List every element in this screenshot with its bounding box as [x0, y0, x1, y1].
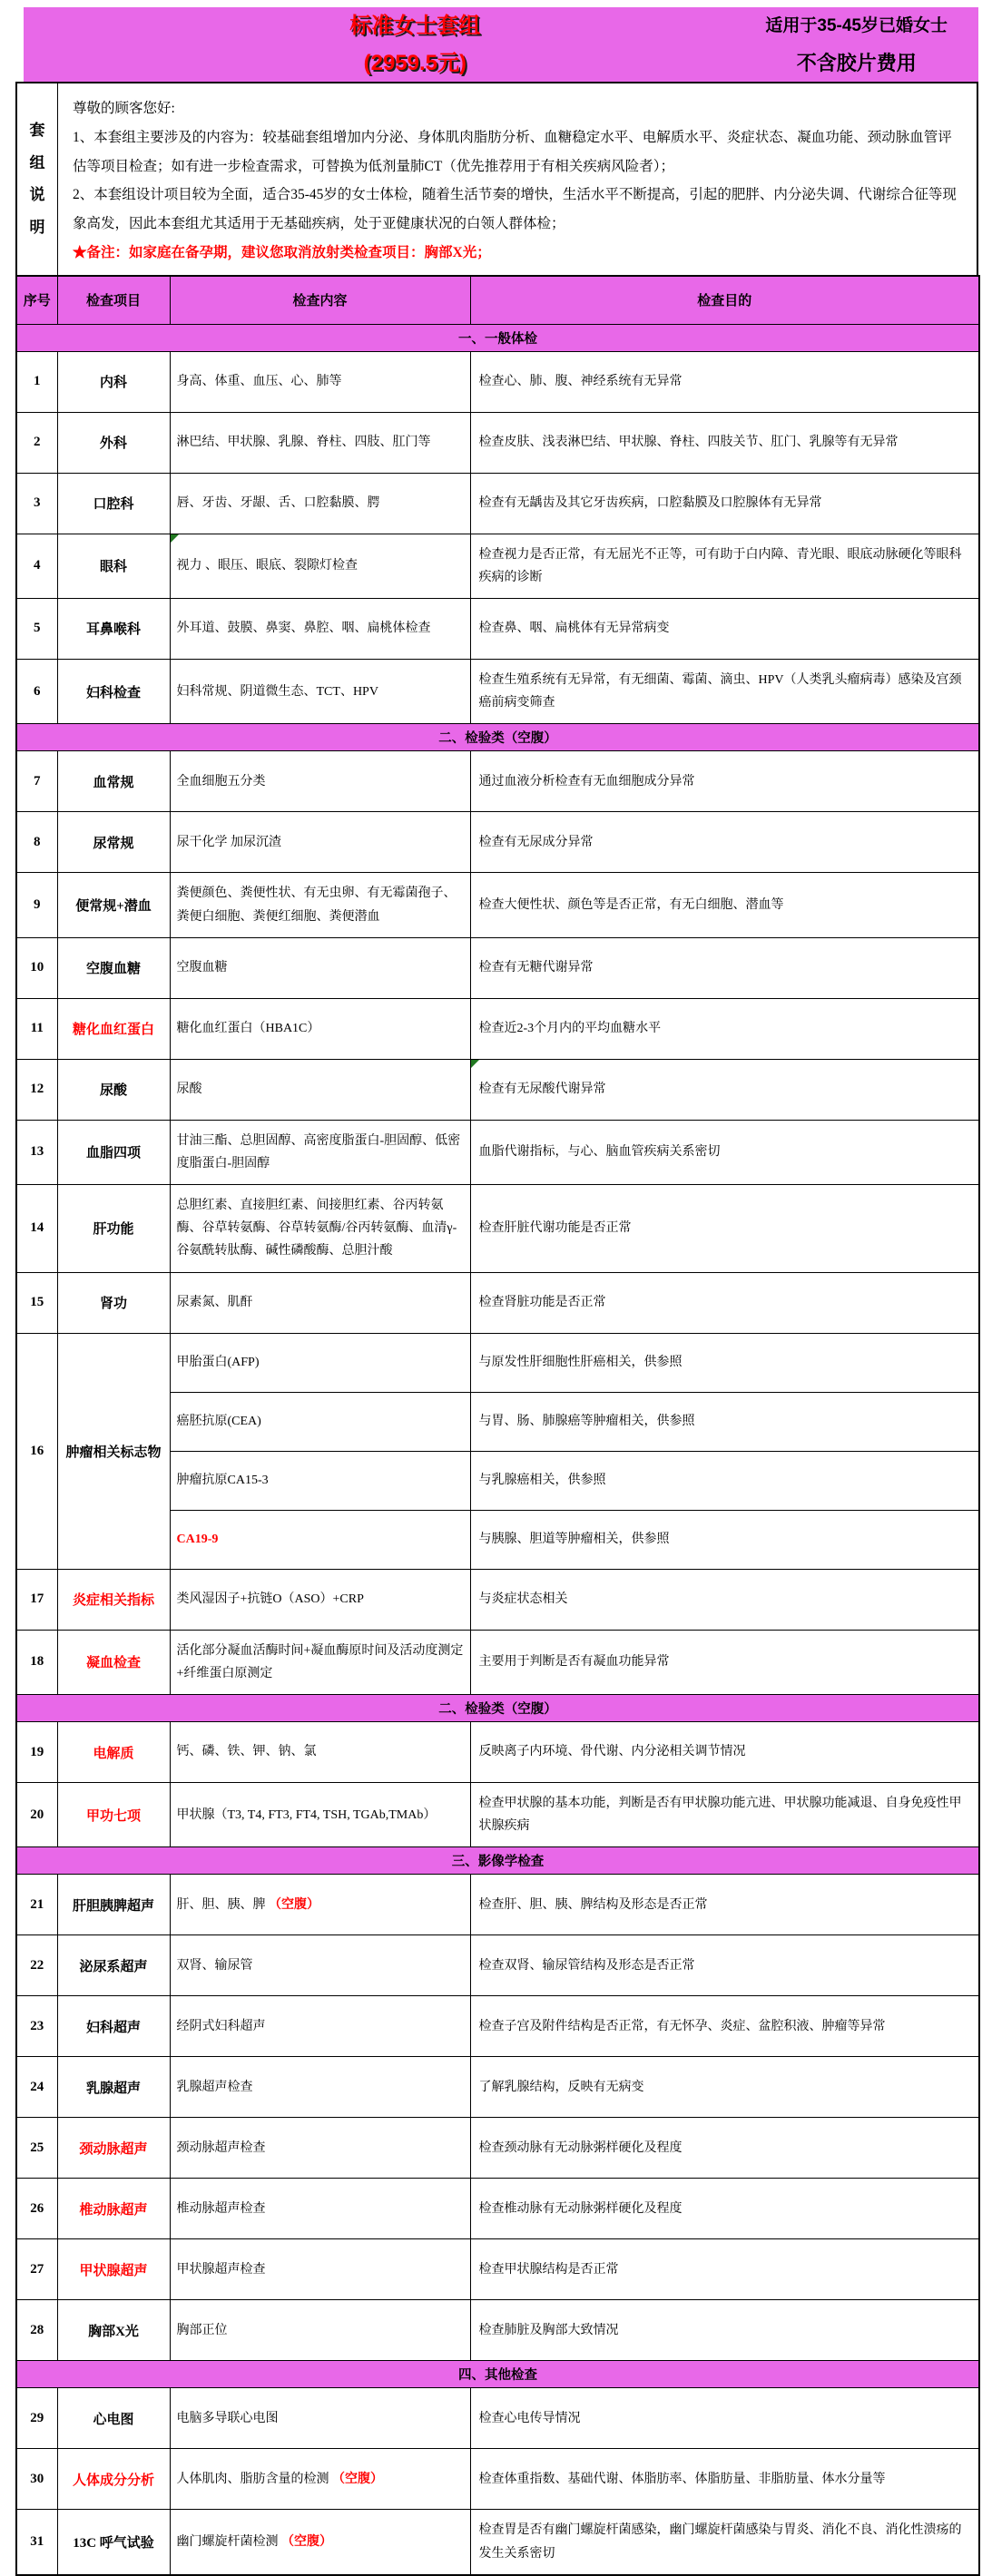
exam-content-text: 幽门螺旋杆菌检测 [176, 2535, 281, 2549]
description-note: ★备注：如家庭在备孕期，建议您取消放射类检查项目：胸部X光； [73, 244, 491, 260]
table-row [16, 2449, 979, 2510]
exam-content-text: 淋巴结、甲状腺、乳腺、脊柱、四肢、肛门等 [176, 436, 431, 449]
exam-item-cell: 妇科检查 [57, 659, 170, 723]
exam-content-text: 乳腺超声检查 [176, 2080, 253, 2094]
exam-content-text: 身高、体重、血压、心、肺等 [176, 375, 342, 388]
package-audience [765, 7, 948, 82]
row-number-cell: 7 [16, 751, 57, 812]
exam-content-text: 胸部正位 [176, 2323, 228, 2337]
table-row [16, 351, 979, 412]
table-row [16, 1120, 979, 1184]
exam-item-cell: 空腹血糖 [57, 937, 170, 998]
section-title-cell: 二、检验类（空腹） [16, 724, 979, 751]
exam-content-text: 唇、牙齿、牙龈、舌、口腔黏膜、腭 [176, 496, 380, 510]
exam-content-cell [170, 534, 470, 598]
table-row [16, 2179, 979, 2239]
exam-content-text: 活化部分凝血活酶时间+凝血酶原时间及活动度测定+纤维蛋白原测定 [176, 1643, 464, 1680]
exam-content-text: 类风湿因子+抗链O（ASO）+CRP [176, 1592, 364, 1607]
exam-content-cell [170, 412, 470, 473]
exam-item-cell: 胸部X光 [57, 2300, 170, 2361]
exam-item-cell: 口腔科 [57, 473, 170, 534]
exam-purpose-cell: 通过血液分析检查有无血细胞成分异常 [470, 751, 979, 812]
exam-content-text: 颈动脉超声检查 [176, 2140, 266, 2155]
exam-content-cell [170, 873, 470, 937]
exam-purpose-cell: 检查心、肺、腹、神经系统有无异常 [470, 351, 979, 412]
exam-content-cell [170, 1510, 470, 1569]
package-description-label: 套组说明 [29, 121, 45, 236]
exam-purpose-cell: 与胰腺、胆道等肿瘤相关，供参照 [470, 1510, 979, 1569]
exam-purpose-cell: 检查颈动脉有无动脉粥样硬化及程度 [470, 2118, 979, 2179]
table-row [16, 1569, 979, 1630]
exam-content-text: 空腹血糖 [176, 961, 228, 975]
exam-content-cell [170, 1272, 470, 1333]
exam-item-cell: 心电图 [57, 2388, 170, 2449]
table-row [16, 2388, 979, 2449]
exam-content-cell [170, 2449, 470, 2510]
row-number-cell: 16 [16, 1333, 57, 1569]
exam-content-cell [170, 2057, 470, 2118]
exam-item-cell: 甲功七项 [57, 1783, 170, 1847]
exam-content-text: 尿干化学 加尿沉渣 [176, 835, 281, 849]
exam-purpose-cell: 血脂代谢指标，与心、脑血管疾病关系密切 [470, 1120, 979, 1184]
exam-content-text: 外耳道、鼓膜、鼻窦、鼻腔、咽、扁桃体检查 [176, 622, 431, 636]
exam-item-cell: 肝胆胰脾超声 [57, 1875, 170, 1935]
row-number-cell: 3 [16, 473, 57, 534]
exam-purpose-cell: 与乳腺癌相关，供参照 [470, 1451, 979, 1510]
table-row [16, 812, 979, 873]
package-description-body [58, 83, 977, 275]
exam-content-cell [170, 1722, 470, 1783]
row-number-cell: 8 [16, 812, 57, 873]
table-row [16, 1630, 979, 1694]
row-number-cell: 15 [16, 1272, 57, 1333]
exam-item-cell: 炎症相关指标 [57, 1569, 170, 1630]
row-number-cell: 19 [16, 1722, 57, 1783]
description-greeting: 尊敬的顾客您好: [73, 101, 175, 116]
table-row [16, 1722, 979, 1783]
exam-purpose-cell: 检查有无尿成分异常 [470, 812, 979, 873]
table-row [16, 1185, 979, 1273]
table-row [16, 412, 979, 473]
exam-purpose-cell: 与原发性肝细胞性肝癌相关，供参照 [470, 1333, 979, 1392]
exam-purpose-cell: 检查皮肤、浅表淋巴结、甲状腺、脊柱、四肢关节、肛门、乳腺等有无异常 [470, 412, 979, 473]
exam-purpose-cell: 检查有无尿酸代谢异常 [470, 1059, 979, 1120]
exam-content-text: 人体肌肉、脂肪含量的检测 [176, 2472, 332, 2486]
exam-purpose-cell: 反映离子内环境、骨代谢、内分泌相关调节情况 [470, 1722, 979, 1783]
row-number-cell: 2 [16, 412, 57, 473]
section-row [16, 1695, 979, 1722]
exam-item-cell: 糖化血红蛋白 [57, 998, 170, 1059]
exam-content-cell [170, 2118, 470, 2179]
row-number-cell: 20 [16, 1783, 57, 1847]
section-title-cell: 一、一般体检 [16, 324, 979, 351]
description-paragraph-1: 1、本套组主要涉及的内容为：较基础套组增加内分泌、身体肌肉脂肪分析、血糖稳定水平、电解质水平、炎症状态、凝血功能、颈动脉血管评估等项目检查；如有进一步检查需求，可替换为低剂量肺CT（优先推荐用于有相关疾病风险者）； [73, 129, 952, 174]
exam-content-text: 钙、磷、铁、钾、钠、氯 [176, 1745, 317, 1759]
exam-content-cell [170, 598, 470, 659]
exam-purpose-cell: 与胃、肠、肺腺癌等肿瘤相关，供参照 [470, 1392, 979, 1451]
exam-purpose-cell: 检查大便性状、颜色等是否正常，有无白细胞、潜血等 [470, 873, 979, 937]
exam-content-text: 肝、胆、胰、脾 [176, 1897, 269, 1912]
exam-content-cell [170, 2388, 470, 2449]
exam-content-cell [170, 1875, 470, 1935]
exam-content-cell [170, 1120, 470, 1184]
exam-content-cell [170, 1630, 470, 1694]
section-row [16, 1847, 979, 1875]
table-row [16, 2118, 979, 2179]
exam-purpose-cell: 检查有无糖代谢异常 [470, 937, 979, 998]
exam-content-cell [170, 1333, 470, 1392]
exam-item-cell: 13C 呼气试验 [57, 2510, 170, 2575]
exam-item-cell: 外科 [57, 412, 170, 473]
exam-item-cell: 肿瘤相关标志物 [57, 1333, 170, 1569]
table-row [16, 998, 979, 1059]
row-number-cell: 22 [16, 1935, 57, 1996]
exam-purpose-cell: 检查椎动脉有无动脉粥样硬化及程度 [470, 2179, 979, 2239]
exam-content-cell [170, 1185, 470, 1273]
exam-content-cell [170, 998, 470, 1059]
exam-content-text: 电脑多导联心电图 [176, 2411, 279, 2425]
exam-purpose-cell: 检查肾脏功能是否正常 [470, 1272, 979, 1333]
table-row [16, 2239, 979, 2300]
exam-content-text: 甲状腺（T3, T4, FT3, FT4, TSH, TGAb,TMAb） [176, 1807, 437, 1822]
exam-item-cell: 耳鼻喉科 [57, 598, 170, 659]
table-row [16, 1783, 979, 1847]
package-description-label-cell [17, 83, 58, 275]
exam-content-cell [170, 1996, 470, 2057]
row-number-cell: 29 [16, 2388, 57, 2449]
exam-content-cell [170, 1935, 470, 1996]
section-title-cell: 三、影像学检查 [16, 1847, 979, 1875]
header-exam-item: 检查项目 [57, 276, 170, 325]
table-row [16, 2510, 979, 2575]
exam-content-cell [170, 473, 470, 534]
exam-content-text: 粪便颜色、粪便性状、有无虫卵、有无霉菌孢子、粪便白细胞、粪便红细胞、粪便潜血 [176, 886, 457, 924]
exam-purpose-cell: 检查甲状腺的基本功能，判断是否有甲状腺功能亢进、甲状腺功能减退、自身免疫性甲状腺疾病 [470, 1783, 979, 1847]
exam-item-cell: 内科 [57, 351, 170, 412]
row-number-cell: 17 [16, 1569, 57, 1630]
exam-content-cell [170, 1059, 470, 1120]
exam-content-text: 糖化血红蛋白（HBA1C） [176, 1022, 320, 1036]
exam-content-text: 癌胚抗原(CEA) [176, 1415, 261, 1429]
exam-purpose-cell: 检查有无龋齿及其它牙齿疾病，口腔黏膜及口腔腺体有无异常 [470, 473, 979, 534]
table-row [16, 1935, 979, 1996]
exam-purpose-cell: 检查肝脏代谢功能是否正常 [470, 1185, 979, 1273]
table-row [16, 659, 979, 723]
row-number-cell: 23 [16, 1996, 57, 2057]
section-title-cell: 二、检验类（空腹） [16, 1695, 979, 1722]
exam-purpose-cell: 与炎症状态相关 [470, 1569, 979, 1630]
table-header-row [16, 276, 979, 325]
exam-content-text: 甲状腺超声检查 [176, 2262, 266, 2277]
table-row [16, 1875, 979, 1935]
exam-purpose-cell: 主要用于判断是否有凝血功能异常 [470, 1630, 979, 1694]
exam-item-cell: 椎动脉超声 [57, 2179, 170, 2239]
table-row [16, 598, 979, 659]
exam-content-red-text: （空腹） [332, 2472, 383, 2486]
header-exam-content: 检查内容 [170, 276, 470, 325]
table-row [16, 1059, 979, 1120]
section-title-cell: 四、其他检查 [16, 2361, 979, 2388]
exam-content-text: 尿素氮、肌酐 [176, 1296, 253, 1310]
exam-item-cell: 肾功 [57, 1272, 170, 1333]
row-number-cell: 31 [16, 2510, 57, 2575]
exam-content-red-text: （空腹） [281, 2535, 332, 2549]
row-number-cell: 28 [16, 2300, 57, 2361]
exam-table [15, 275, 980, 2576]
row-number-cell: 30 [16, 2449, 57, 2510]
exam-content-text: 总胆红素、直接胆红素、间接胆红素、谷丙转氨酶、谷草转氨酶、谷草转氨酶/谷丙转氨酶、血清γ-谷氨酰转肽酶、碱性磷酸酶、总胆汁酸 [176, 1199, 457, 1259]
exam-item-cell: 妇科超声 [57, 1996, 170, 2057]
table-row [16, 751, 979, 812]
exam-content-cell [170, 1451, 470, 1510]
exam-content-cell [170, 351, 470, 412]
package-title-name: 标准女士套组 [349, 14, 481, 38]
exam-item-cell: 人体成分分析 [57, 2449, 170, 2510]
exam-purpose-cell: 了解乳腺结构，反映有无病变 [470, 2057, 979, 2118]
exam-content-text: 经阴式妇科超声 [176, 2019, 266, 2033]
row-number-cell: 4 [16, 534, 57, 598]
row-number-cell: 5 [16, 598, 57, 659]
row-number-cell: 21 [16, 1875, 57, 1935]
exam-item-cell: 血脂四项 [57, 1120, 170, 1184]
exam-purpose-cell: 检查肝、胆、胰、脾结构及形态是否正常 [470, 1875, 979, 1935]
package-banner [24, 7, 978, 82]
row-number-cell: 14 [16, 1185, 57, 1273]
section-row [16, 724, 979, 751]
exam-content-cell [170, 2239, 470, 2300]
exam-item-cell: 尿酸 [57, 1059, 170, 1120]
exam-item-cell: 肝功能 [57, 1185, 170, 1273]
description-paragraph-2: 2、本套组设计项目较为全面，适合35-45岁的女士体检，随着生活节奏的增快，生活水平不断提高，引起的肥胖、内分泌失调、代谢综合征等现象高发，因此本套组尤其适用于无基础疾病，处于亚健康状况的白领人群体检； [73, 187, 957, 232]
exam-content-cell [170, 1783, 470, 1847]
row-number-cell: 9 [16, 873, 57, 937]
exam-item-cell: 便常规+潜血 [57, 873, 170, 937]
exam-purpose-cell: 检查鼻、咽、扁桃体有无异常病变 [470, 598, 979, 659]
exam-content-cell [170, 751, 470, 812]
exam-content-text: 肿瘤抗原CA15-3 [176, 1474, 269, 1488]
exam-purpose-cell: 检查肺脏及胸部大致情况 [470, 2300, 979, 2361]
table-row [16, 1996, 979, 2057]
exam-content-text: 妇科常规、阴道微生态、TCT、HPV [176, 684, 378, 699]
row-number-cell: 26 [16, 2179, 57, 2239]
exam-purpose-cell: 检查子宫及附件结构是否正常，有无怀孕、炎症、盆腔积液、肿瘤等异常 [470, 1996, 979, 2057]
exam-content-text: 尿酸 [176, 1082, 202, 1097]
exam-purpose-cell: 检查甲状腺结构是否正常 [470, 2239, 979, 2300]
package-title-price: (2959.5元) [363, 51, 467, 75]
section-row [16, 324, 979, 351]
exam-purpose-cell: 检查近2-3个月内的平均血糖水平 [470, 998, 979, 1059]
exam-item-cell: 眼科 [57, 534, 170, 598]
exam-item-cell: 颈动脉超声 [57, 2118, 170, 2179]
exam-content-cell [170, 1392, 470, 1451]
table-row [16, 2300, 979, 2361]
exam-content-text: 视力 、眼压、眼底、裂隙灯检查 [176, 559, 358, 573]
exam-item-cell: 凝血检查 [57, 1630, 170, 1694]
row-number-cell: 11 [16, 998, 57, 1059]
row-number-cell: 12 [16, 1059, 57, 1120]
exam-item-cell: 泌尿系超声 [57, 1935, 170, 1996]
exam-item-cell: 血常规 [57, 751, 170, 812]
section-row [16, 2361, 979, 2388]
header-no: 序号 [16, 276, 57, 325]
exam-content-cell [170, 2510, 470, 2575]
exam-content-cell [170, 2300, 470, 2361]
exam-purpose-cell: 检查生殖系统有无异常，有无细菌、霉菌、滴虫、HPV（人类乳头瘤病毒）感染及宫颈癌前病变筛查 [470, 659, 979, 723]
row-number-cell: 6 [16, 659, 57, 723]
header-exam-purpose: 检查目的 [470, 276, 979, 325]
exam-table-body [16, 324, 979, 2575]
exam-content-text: 甲胎蛋白(AFP) [176, 1356, 260, 1370]
exam-item-cell: 甲状腺超声 [57, 2239, 170, 2300]
table-row [16, 2057, 979, 2118]
row-number-cell: 24 [16, 2057, 57, 2118]
table-row [16, 473, 979, 534]
row-number-cell: 27 [16, 2239, 57, 2300]
row-number-cell: 25 [16, 2118, 57, 2179]
exam-content-text: 甘油三酯、总胆固醇、高密度脂蛋白-胆固醇、低密度脂蛋白-胆固醇 [176, 1133, 461, 1170]
exam-content-cell [170, 1569, 470, 1630]
table-row [16, 937, 979, 998]
table-row [16, 534, 979, 598]
exam-purpose-cell: 检查双肾、输尿管结构及形态是否正常 [470, 1935, 979, 1996]
table-subrow [16, 1333, 979, 1392]
exam-content-cell [170, 659, 470, 723]
exam-content-cell [170, 812, 470, 873]
exam-content-text: 椎动脉超声检查 [176, 2201, 266, 2216]
exam-content-cell [170, 2179, 470, 2239]
exam-content-red-text: CA19-9 [176, 1533, 219, 1547]
row-number-cell: 1 [16, 351, 57, 412]
package-audience-text: 适用于35-45岁已婚女士 [765, 16, 948, 35]
row-number-cell: 13 [16, 1120, 57, 1184]
package-description-box [15, 82, 978, 275]
exam-item-cell: 尿常规 [57, 812, 170, 873]
exam-purpose-cell: 检查视力是否正常，有无屈光不正等，可有助于白内障、青光眼、眼底动脉硬化等眼科疾病的诊断 [470, 534, 979, 598]
row-number-cell: 10 [16, 937, 57, 998]
table-row [16, 873, 979, 937]
table-row [16, 1272, 979, 1333]
package-title [349, 7, 480, 82]
exam-purpose-cell: 检查胃是否有幽门螺旋杆菌感染，幽门螺旋杆菌感染与胃炎、消化不良、消化性溃疡的发生关系密切 [470, 2510, 979, 2575]
exam-item-cell: 电解质 [57, 1722, 170, 1783]
exam-purpose-cell: 检查心电传导情况 [470, 2388, 979, 2449]
exam-item-cell: 乳腺超声 [57, 2057, 170, 2118]
exam-content-text: 全血细胞五分类 [176, 774, 266, 788]
exam-content-red-text: （空腹） [269, 1897, 319, 1912]
exam-content-cell [170, 937, 470, 998]
exam-content-text: 双肾、输尿管 [176, 1958, 253, 1973]
package-film-note: 不含胶片费用 [796, 52, 917, 74]
row-number-cell: 18 [16, 1630, 57, 1694]
exam-purpose-cell: 检查体重指数、基础代谢、体脂肪率、体脂肪量、非脂肪量、体水分量等 [470, 2449, 979, 2510]
